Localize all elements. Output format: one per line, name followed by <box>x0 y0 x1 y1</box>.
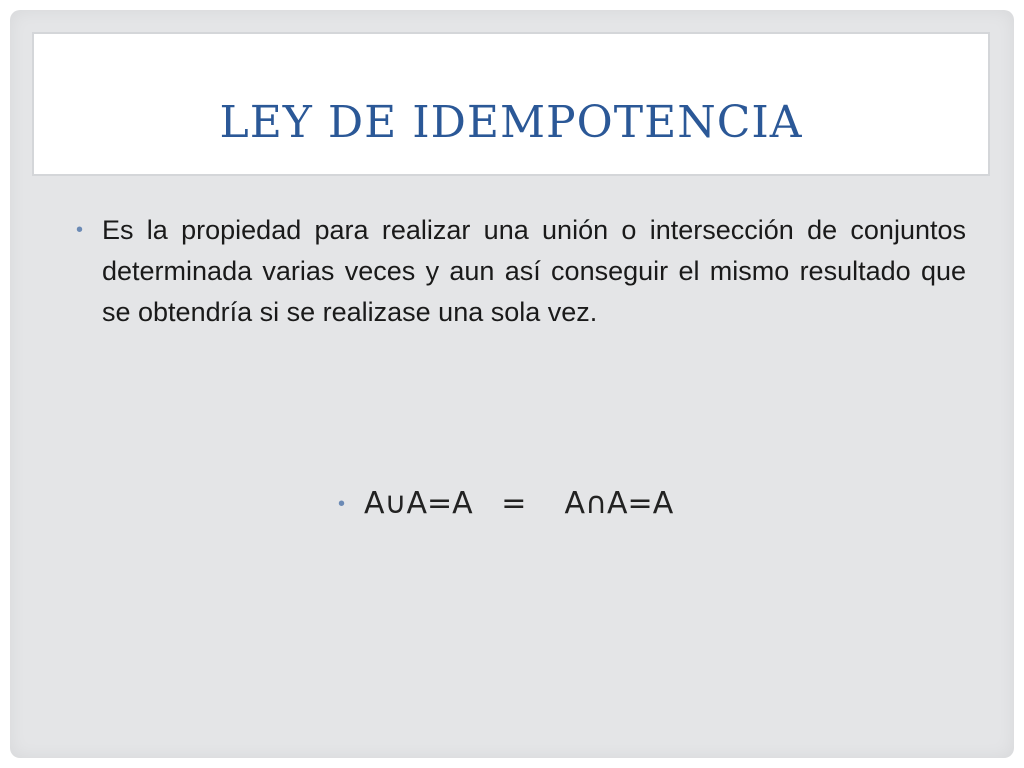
bullet-icon: • <box>338 493 346 515</box>
slide <box>10 10 1014 758</box>
formula-text: A∪A=A = A∩A=A <box>364 486 674 521</box>
bullet-item-definition <box>76 210 966 333</box>
definition-text: Es la propiedad para realizar una unión o intersección de conjuntos determinada varias veces y aun así conseguir el mismo resultado que se obtendría si se realizase una sola vez. <box>102 215 966 327</box>
title-box <box>32 32 990 176</box>
bullet-item-formula <box>338 482 673 526</box>
bullet-icon: • <box>76 219 84 241</box>
slide-title: LEY DE IDEMPOTENCIA <box>219 97 803 148</box>
